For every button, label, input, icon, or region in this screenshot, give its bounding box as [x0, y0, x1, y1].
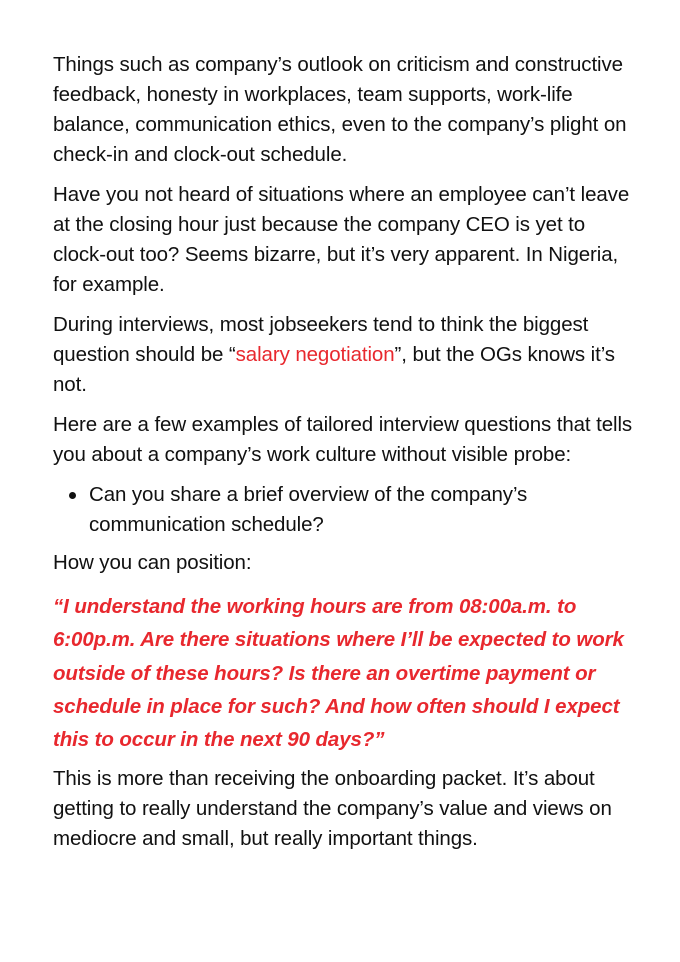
salary-negotiation-link[interactable]: salary negotiation	[235, 343, 395, 366]
paragraph-outlook: Things such as company’s outlook on criticism and constructive feedback, honesty in workplaces, team supports, work-life balance, communication ethics, even to the company’s plight on check-in and clock-out schedule.	[53, 53, 627, 166]
paragraph-conclusion: This is more than receiving the onboarding packet. It’s about getting to really understand the company’s value and views on mediocre and small, but really important things.	[53, 767, 612, 851]
question-list	[53, 480, 633, 540]
paragraph-examples-intro: Here are a few examples of tailored interview questions that tells you about a company’s work culture without visible probe:	[53, 413, 633, 466]
example-quote: “I understand the working hours are from 08:00a.m. to 6:00p.m. Are there situations where I’ll be expected to work outside of these hours? Is there an overtime payment or schedule in place for such? And how often should I expect this to occur in the next 90 days?”	[53, 595, 624, 752]
paragraph-interviews-text-after: ”, but the OGs knows it’s not.	[53, 343, 615, 396]
paragraph-position-heading: How you can position:	[53, 551, 252, 574]
paragraph-interviews	[53, 310, 633, 400]
paragraph-closing-hour: Have you not heard of situations where an employee can’t leave at the closing hour just because the company CEO is yet to clock-out too? Seems bizarre, but it’s very apparent. In Nigeria, for example.	[53, 183, 630, 296]
paragraph-interviews-text-before: During interviews, most jobseekers tend to think the biggest question should be “	[53, 313, 589, 366]
list-item-text: Can you share a brief overview of the company’s communication schedule?	[89, 483, 528, 536]
bullet-icon	[69, 492, 76, 499]
article-body	[53, 50, 633, 864]
list-item	[89, 480, 633, 540]
